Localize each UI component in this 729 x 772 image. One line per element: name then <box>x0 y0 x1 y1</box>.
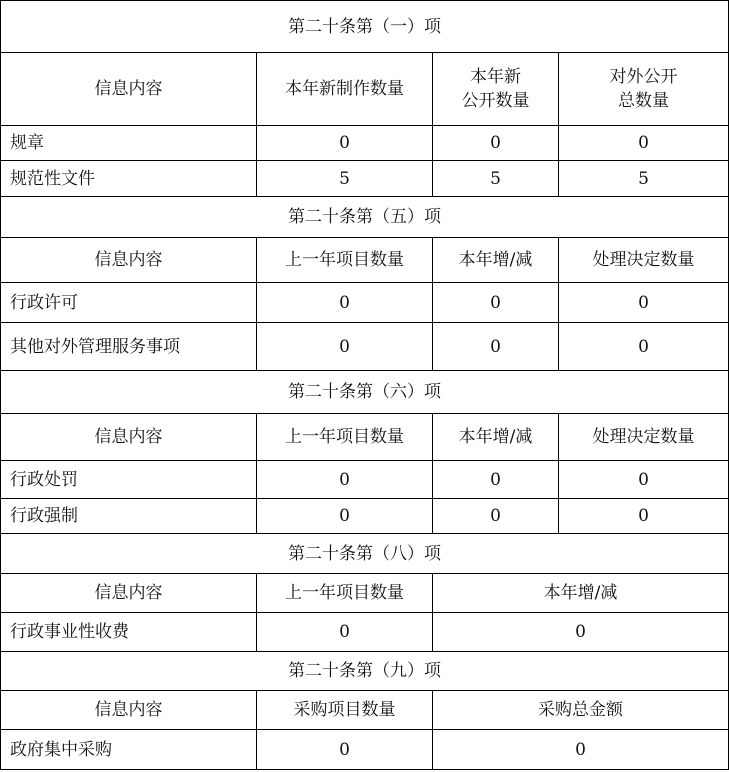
header-cell: 本年新 公开数量 <box>433 53 559 126</box>
row-label: 行政处罚 <box>1 461 257 499</box>
table-row <box>1 461 729 499</box>
row-label: 行政事业性收费 <box>1 613 257 652</box>
value-cell: 0 <box>433 499 559 534</box>
section-title: 第二十条第（八）项 <box>1 534 729 574</box>
table-row <box>1 283 729 323</box>
header-cell: 采购总金额 <box>433 691 729 730</box>
value-cell: 0 <box>257 730 433 770</box>
section-title: 第二十条第（一）项 <box>1 1 729 53</box>
table-row <box>1 161 729 197</box>
header-cell: 对外公开 总数量 <box>559 53 729 126</box>
table-row <box>1 499 729 534</box>
header-cell: 信息内容 <box>1 414 257 461</box>
header-row <box>1 238 729 283</box>
value-cell: 0 <box>559 461 729 499</box>
value-cell: 0 <box>433 730 729 770</box>
header-cell: 信息内容 <box>1 691 257 730</box>
value-cell: 0 <box>559 499 729 534</box>
header-row <box>1 691 729 730</box>
header-cell: 处理决定数量 <box>559 414 729 461</box>
header-cell: 采购项目数量 <box>257 691 433 730</box>
table-row <box>1 730 729 770</box>
section-title-row <box>1 1 729 53</box>
header-row <box>1 53 729 126</box>
header-cell: 本年增/减 <box>433 574 729 613</box>
value-cell: 0 <box>433 323 559 371</box>
header-cell: 上一年项目数量 <box>257 574 433 613</box>
value-cell: 0 <box>559 283 729 323</box>
header-cell: 处理决定数量 <box>559 238 729 283</box>
table-row <box>1 126 729 161</box>
value-cell: 0 <box>433 126 559 161</box>
value-cell: 0 <box>559 323 729 371</box>
table-row <box>1 323 729 371</box>
section-title-row <box>1 652 729 691</box>
value-cell: 0 <box>257 613 433 652</box>
section-title-row <box>1 197 729 238</box>
header-cell: 本年增/减 <box>433 238 559 283</box>
header-row <box>1 574 729 613</box>
value-cell: 5 <box>257 161 433 197</box>
table-row <box>1 613 729 652</box>
section-title-row <box>1 534 729 574</box>
value-cell: 0 <box>433 613 729 652</box>
value-cell: 0 <box>433 461 559 499</box>
row-label: 规章 <box>1 126 257 161</box>
header-cell: 信息内容 <box>1 574 257 613</box>
header-cell: 本年增/减 <box>433 414 559 461</box>
value-cell: 0 <box>257 499 433 534</box>
header-cell: 信息内容 <box>1 238 257 283</box>
header-cell: 上一年项目数量 <box>257 414 433 461</box>
value-cell: 0 <box>257 283 433 323</box>
row-label: 规范性文件 <box>1 161 257 197</box>
value-cell: 5 <box>559 161 729 197</box>
row-label: 行政强制 <box>1 499 257 534</box>
section-title: 第二十条第（六）项 <box>1 371 729 414</box>
value-cell: 0 <box>257 126 433 161</box>
header-cell: 信息内容 <box>1 53 257 126</box>
value-cell: 0 <box>257 461 433 499</box>
section-title-row <box>1 371 729 414</box>
header-cell: 本年新制作数量 <box>257 53 433 126</box>
section-title: 第二十条第（九）项 <box>1 652 729 691</box>
section-title: 第二十条第（五）项 <box>1 197 729 238</box>
row-label: 其他对外管理服务事项 <box>1 323 257 371</box>
value-cell: 0 <box>257 323 433 371</box>
value-cell: 0 <box>559 126 729 161</box>
row-label: 政府集中采购 <box>1 730 257 770</box>
value-cell: 5 <box>433 161 559 197</box>
value-cell: 0 <box>433 283 559 323</box>
header-cell: 上一年项目数量 <box>257 238 433 283</box>
header-row <box>1 414 729 461</box>
row-label: 行政许可 <box>1 283 257 323</box>
